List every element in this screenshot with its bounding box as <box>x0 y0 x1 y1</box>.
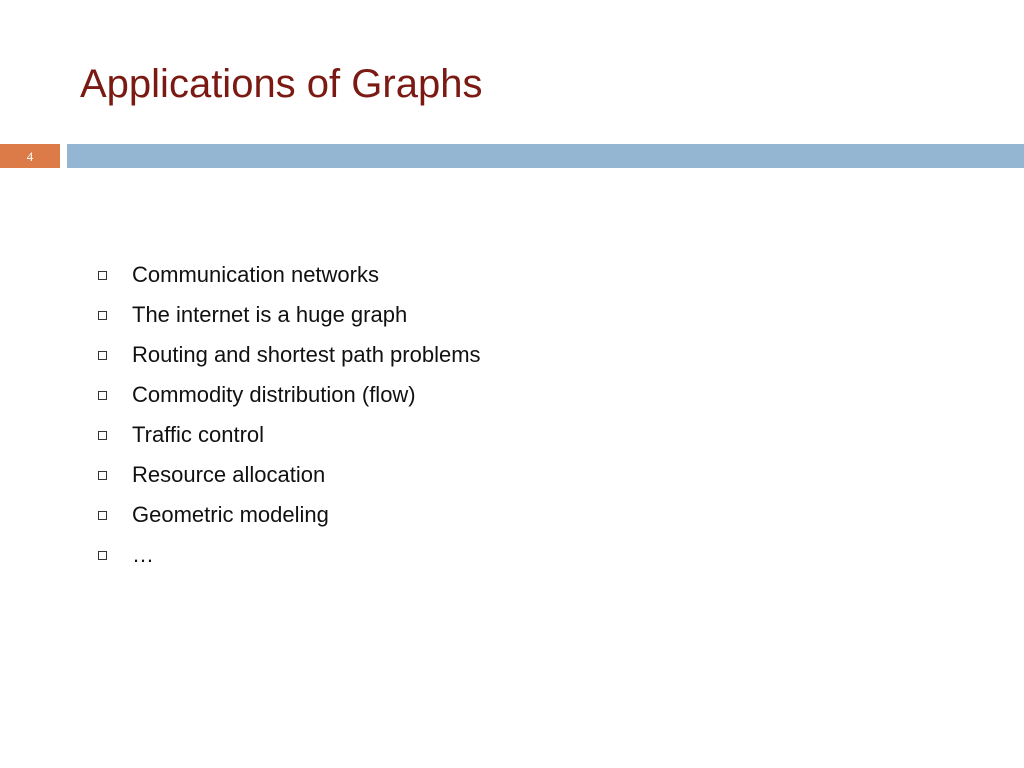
list-item <box>96 455 481 495</box>
list-item <box>96 495 481 535</box>
bullet-text: The internet is a huge graph <box>132 302 408 327</box>
bullet-text: Resource allocation <box>132 462 326 487</box>
list-item <box>96 335 481 375</box>
bullet-text: Communication networks <box>132 262 379 287</box>
slide-title: Applications of Graphs <box>80 62 483 106</box>
bullet-list <box>96 255 481 575</box>
bullet-text: Geometric modeling <box>132 502 329 527</box>
list-item <box>96 415 481 455</box>
list-item <box>96 295 481 335</box>
square-bullet-icon <box>98 351 107 360</box>
square-bullet-icon <box>98 431 107 440</box>
square-bullet-icon <box>98 271 107 280</box>
list-item <box>96 375 481 415</box>
square-bullet-icon <box>98 311 107 320</box>
bullet-text: Routing and shortest path problems <box>132 342 481 367</box>
slide-number-box <box>0 144 60 168</box>
header-accent-bar <box>67 144 1024 168</box>
bullet-text: … <box>132 542 154 567</box>
list-item <box>96 535 481 575</box>
bullet-text: Traffic control <box>132 422 265 447</box>
square-bullet-icon <box>98 551 107 560</box>
square-bullet-icon <box>98 391 107 400</box>
square-bullet-icon <box>98 471 107 480</box>
bullet-text: Commodity distribution (flow) <box>132 382 416 407</box>
list-item <box>96 255 481 295</box>
square-bullet-icon <box>98 511 107 520</box>
slide-number: 4 <box>26 148 34 164</box>
